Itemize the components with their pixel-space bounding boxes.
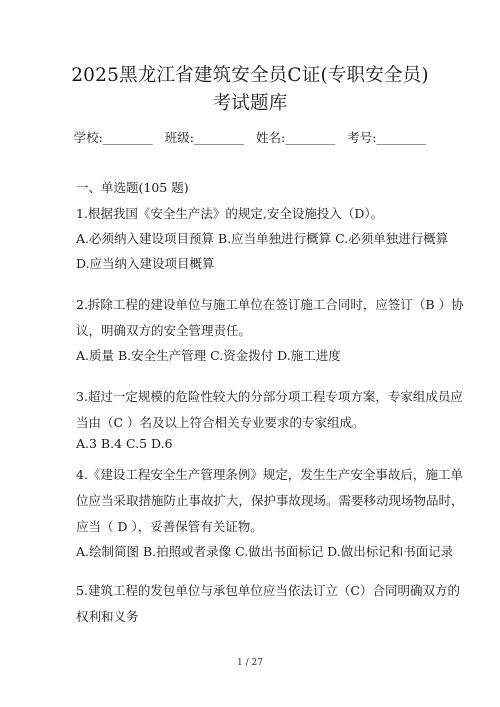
question-1-text: 1.根据我国《安全生产法》的规定,安全设施投入（D）。 — [76, 206, 384, 221]
question-4-text: 4.《建设工程安全生产管理条例》规定，发生生产安全事故后，施工单 — [76, 467, 463, 482]
question-4-text-cont: 位应当采取措施防止事故扩大，保护事故现场。需要移动现场物品时， — [76, 493, 464, 508]
question-3-text-cont: 当由（C ）名及以上符合相关专业要求的专家组成。 — [76, 415, 365, 430]
question-5-text-cont: 权利和义务 — [76, 609, 139, 624]
page-subtitle: 考试题库 — [212, 93, 288, 114]
question-5-text: 5.建筑工程的发包单位与承包单位应当依法订立（C）合同明确双方的 — [76, 583, 460, 598]
question-1-options-cont: D.应当纳入建设项目概算 — [76, 256, 215, 271]
exam-number-field: 考号:________ — [347, 130, 427, 145]
question-1-options: A.必须纳入建设项目预算 B.应当单独进行概算 C.必须单独进行概算 — [76, 231, 449, 246]
section-heading: 一、单选题(105 题) — [76, 180, 189, 195]
question-2-options: A.质量 B.安全生产管理 C.资金拨付 D.施工进度 — [76, 348, 341, 363]
question-4-text-cont2: 应当（ D ），妥善保管有关证物。 — [76, 519, 263, 534]
name-field: 姓名:________ — [255, 130, 336, 145]
question-2-text: 2.拆除工程的建设单位与施工单位在签订施工合同时，应签订（B ）协 — [76, 297, 464, 312]
question-2-text-cont: 议，明确双方的安全管理责任。 — [76, 323, 252, 338]
student-info-line — [0, 128, 500, 146]
class-field: 班级:________ — [164, 130, 244, 145]
school-field: 学校:________ — [73, 130, 153, 145]
page-title: 2025黑龙江省建筑安全员C证(专职安全员) — [71, 65, 429, 86]
question-4-options: A.绘制简图 B.拍照或者录像 C.做出书面标记 D.做出标记和书面记录 — [76, 544, 454, 559]
question-3-options: A.3 B.4 C.5 D.6 — [76, 436, 173, 451]
question-3-text: 3.超过一定规模的危险性较大的分部分项工程专项方案，专家组成员应 — [76, 389, 463, 404]
page-number: 1 / 27 — [237, 658, 263, 668]
